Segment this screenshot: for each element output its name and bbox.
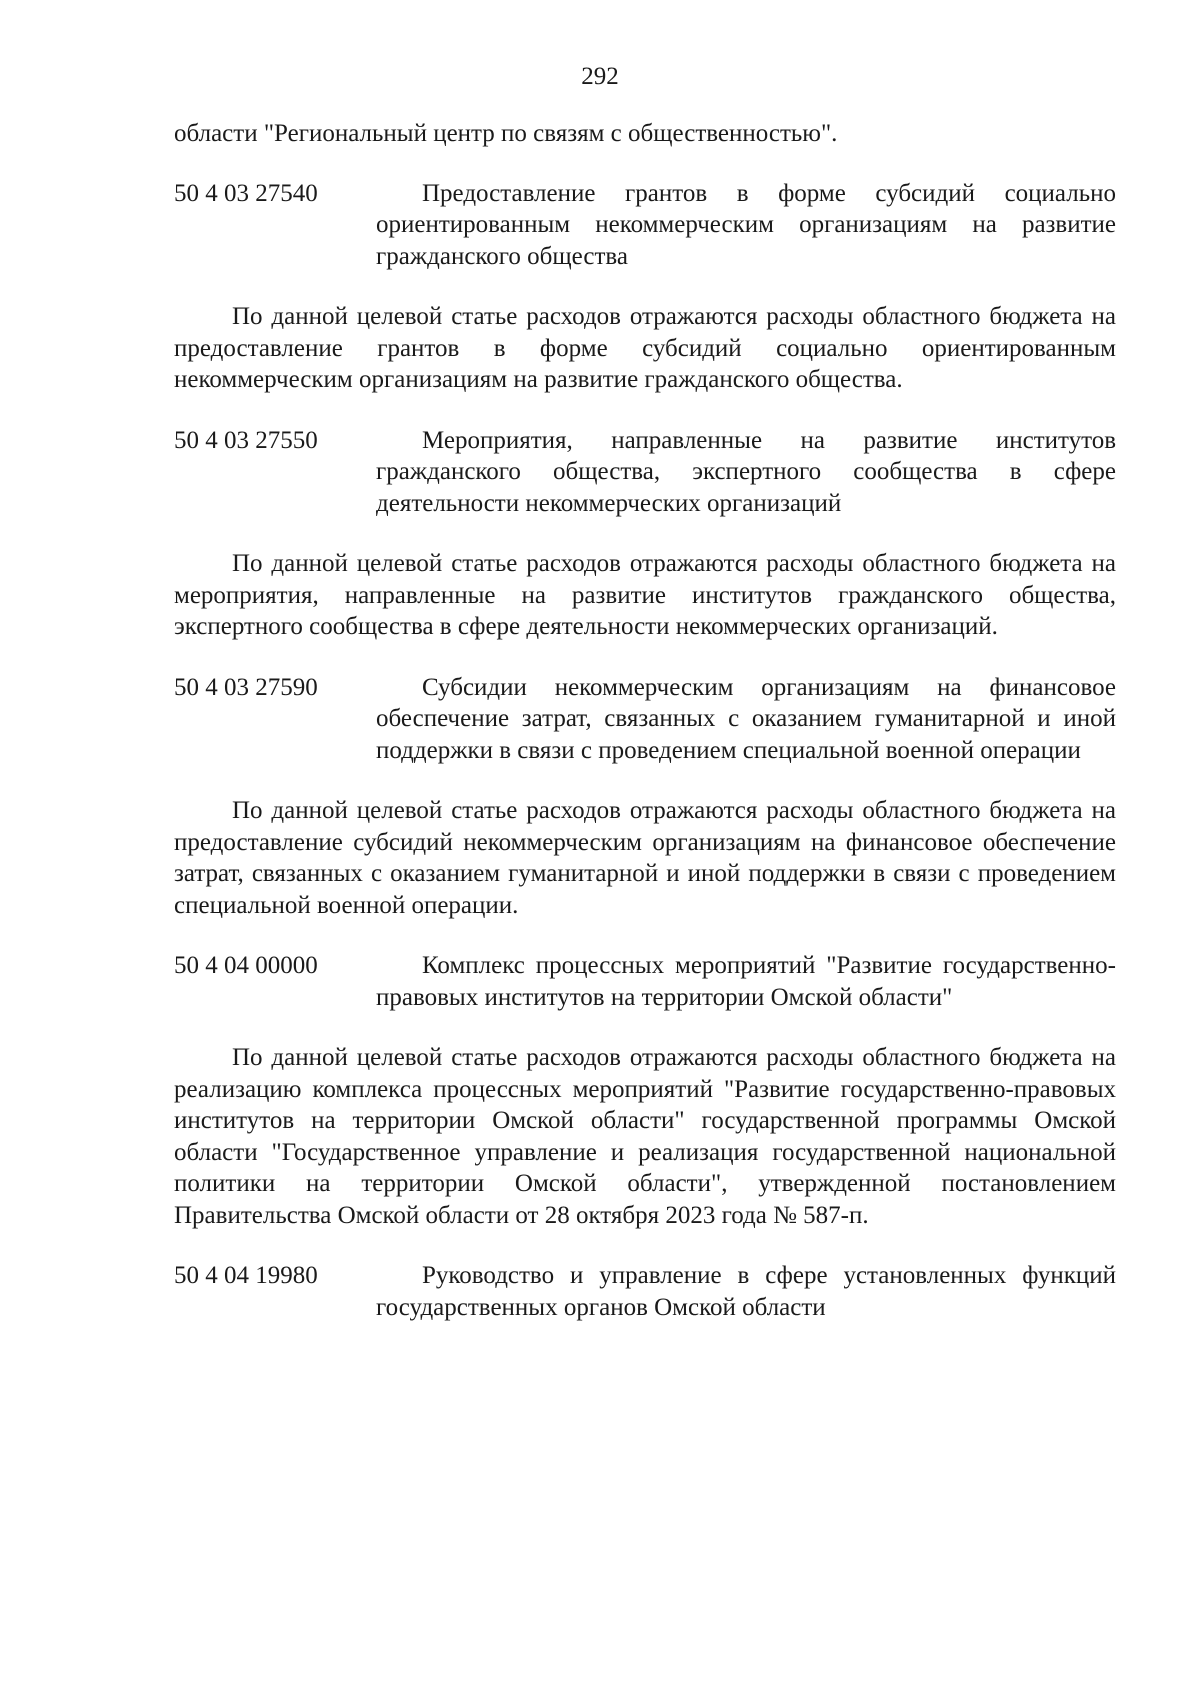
budget-entry-27540 [174, 178, 1116, 273]
entry-description: По данной целевой статье расходов отражаются расходы областного бюджета на предоставление грантов в форме субсидий социально ориентированным некоммерческим организациям на развитие гражданского общества. [174, 303, 1116, 393]
entry-description: По данной целевой статье расходов отражаются расходы областного бюджета на предоставление субсидий некоммерческим организациям на финансовое обеспечение затрат, связанных с оказанием гуманитарной и иной поддержки в связи с проведением специальной военной операции. [174, 797, 1116, 919]
budget-entry-27550 [174, 425, 1116, 520]
entry-title: Руководство и управление в сфере установленных функций государственных органов Омской области [376, 1262, 1116, 1321]
entry-description: По данной целевой статье расходов отражаются расходы областного бюджета на мероприятия, направленные на развитие институтов гражданского общества, экспертного сообщества в сфере деятельности некоммерческих организаций. [174, 550, 1116, 640]
entry-title: Комплекс процессных мероприятий "Развитие государственно-правовых институтов на территории Омской области" [376, 952, 1116, 1011]
entry-description: По данной целевой статье расходов отражаются расходы областного бюджета на реализацию комплекса процессных мероприятий "Развитие государственно-правовых институтов на территории Омской области" государственной программы Омской области "Государственное управление и реализация государственной национальной политики на территории Омской области", утвержденной постановлением Правительства Омской области от 28 октября 2023 года № 587-п. [174, 1044, 1116, 1229]
entry-code: 50 4 03 27540 [174, 179, 318, 207]
entry-code: 50 4 04 00000 [174, 952, 318, 979]
entry-title: Субсидии некоммерческим организациям на финансовое обеспечение затрат, связанных с оказанием гуманитарной и иной поддержки в связи с проведением специальной военной операции [376, 673, 1116, 764]
entry-title: Мероприятия, направленные на развитие институтов гражданского общества, экспертного сообщества в сфере деятельности некоммерческих организаций [376, 426, 1116, 517]
entry-code: 50 4 03 27590 [174, 673, 318, 701]
page-number: 292 [581, 63, 619, 90]
budget-entry-00000 [174, 950, 1116, 1013]
document-body [174, 118, 1116, 1352]
entry-code: 50 4 04 19980 [174, 1262, 318, 1289]
budget-entry-19980 [174, 1260, 1116, 1323]
entry-code: 50 4 03 27550 [174, 426, 318, 454]
budget-entry-27590 [174, 672, 1116, 767]
entry-title: Предоставление грантов в форме субсидий социально ориентированным некоммерческим организациям на развитие гражданского общества [376, 179, 1116, 270]
continuation-text: области "Региональный центр по связям с общественностью". [174, 120, 838, 147]
